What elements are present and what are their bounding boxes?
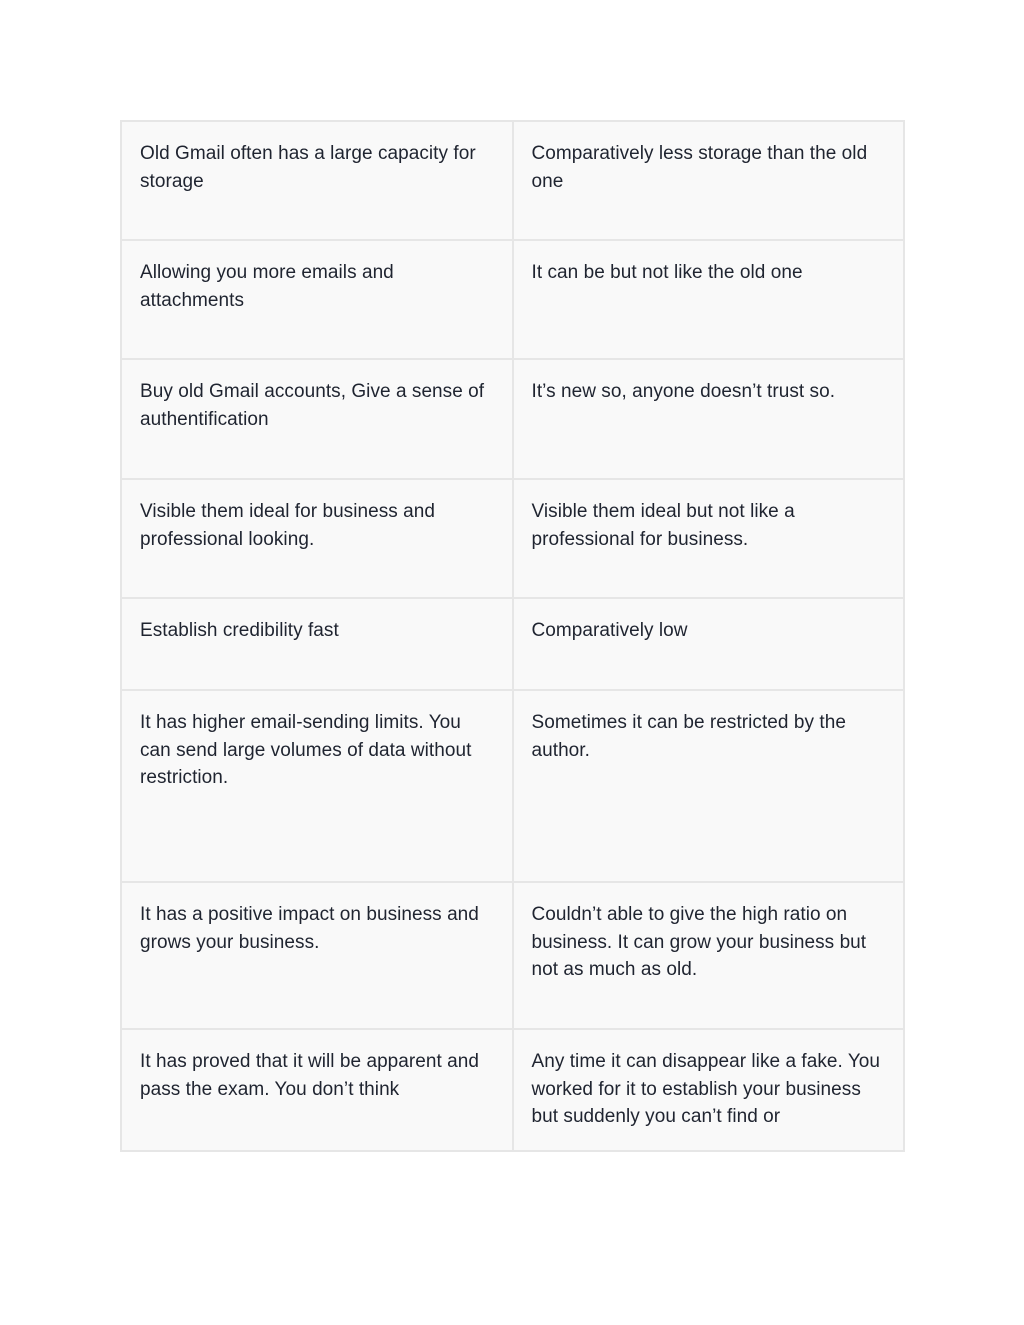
table-row: [121, 121, 904, 240]
table-row: [121, 882, 904, 1029]
comparison-table: [120, 120, 905, 1152]
table-cell-new: Any time it can disappear like a fake. You worked for it to establish your business but suddenly you can’t find or: [513, 1029, 905, 1151]
table-cell-new: Couldn’t able to give the high ratio on business. It can grow your business but not as much as old.: [513, 882, 905, 1029]
table-row: [121, 598, 904, 690]
table-cell-old: It has higher email-sending limits. You can send large volumes of data without restriction.: [121, 690, 513, 882]
table-cell-old: It has proved that it will be apparent and pass the exam. You don’t think: [121, 1029, 513, 1151]
table-cell-old: Visible them ideal for business and professional looking.: [121, 479, 513, 598]
table-row: [121, 1029, 904, 1151]
table-cell-old: Allowing you more emails and attachments: [121, 240, 513, 359]
comparison-table-body: [121, 121, 904, 1151]
table-cell-old: Buy old Gmail accounts, Give a sense of authentification: [121, 359, 513, 479]
table-cell-new: Sometimes it can be restricted by the author.: [513, 690, 905, 882]
table-row: [121, 690, 904, 882]
table-cell-old: Establish credibility fast: [121, 598, 513, 690]
table-cell-new: It’s new so, anyone doesn’t trust so.: [513, 359, 905, 479]
table-cell-old: Old Gmail often has a large capacity for storage: [121, 121, 513, 240]
table-cell-new: Comparatively less storage than the old one: [513, 121, 905, 240]
table-cell-old: It has a positive impact on business and grows your business.: [121, 882, 513, 1029]
table-row: [121, 479, 904, 598]
table-row: [121, 359, 904, 479]
table-cell-new: It can be but not like the old one: [513, 240, 905, 359]
table-cell-new: Visible them ideal but not like a professional for business.: [513, 479, 905, 598]
table-row: [121, 240, 904, 359]
table-cell-new: Comparatively low: [513, 598, 905, 690]
